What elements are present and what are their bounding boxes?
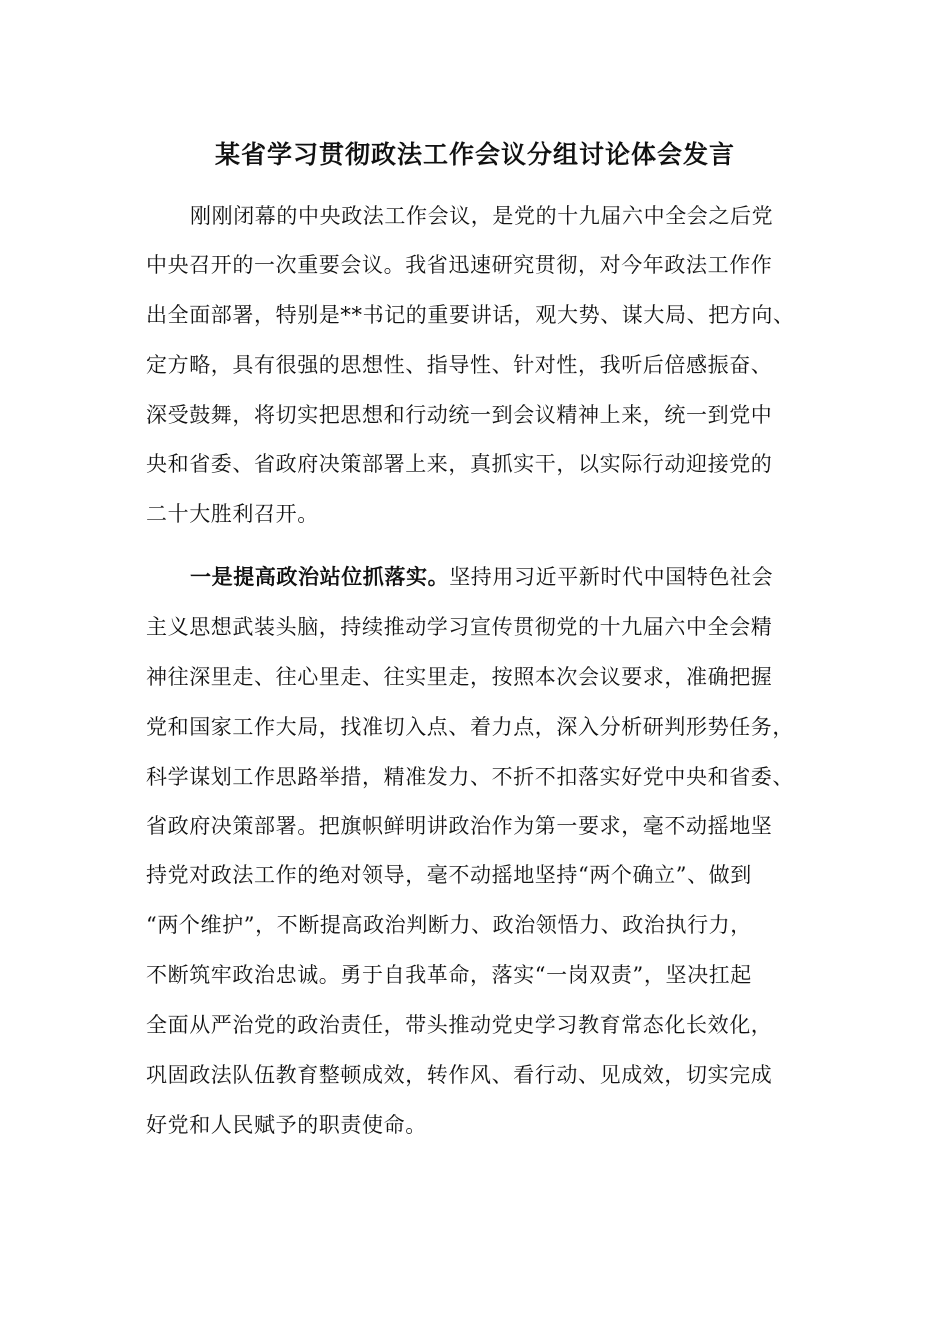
paragraph-1-line-7: 二十大胜利召开。 (146, 502, 319, 526)
paragraph-2-lead: 一是提高政治站位抓落实。 (190, 564, 450, 589)
paragraph-2-line-11: 巩固政法队伍教育整顿成效，转作风、看行动、见成效，切实完成 (146, 1063, 773, 1087)
document-title: 某省学习贯彻政法工作会议分组讨论体会发言 (214, 140, 735, 169)
paragraph-1-line-3: 出全面部署，特别是**书记的重要讲话，观大势、谋大局、把方向、 (146, 303, 795, 327)
paragraph-2-line-2: 主义思想武装头脑，持续推动学习宣传贯彻党的十九届六中全会精 (146, 615, 773, 639)
paragraph-2-line-5: 科学谋划工作思路举措，精准发力、不折不扣落实好党中央和省委、 (146, 765, 794, 789)
paragraph-1-line-6: 央和省委、省政府决策部署上来，真抓实干，以实际行动迎接党的 (146, 452, 773, 476)
paragraph-2-line-7: 持党对政法工作的绝对领导，毫不动摇地坚持“两个确立”、做到 (146, 863, 752, 887)
paragraph-2-line-10: 全面从严治党的政治责任，带头推动党史学习教育常态化长效化， (146, 1013, 773, 1037)
paragraph-2-line-3: 神往深里走、往心里走、往实里走，按照本次会议要求，准确把握 (146, 665, 773, 689)
paragraph-1-line-1: 刚刚闭幕的中央政法工作会议，是党的十九届六中全会之后党 (190, 204, 774, 228)
paragraph-2-line-12: 好党和人民赋予的职责使命。 (146, 1113, 427, 1137)
paragraph-2-first-rest: 坚持用习近平新时代中国特色社会 (449, 565, 774, 589)
paragraph-2-line-1 (190, 562, 773, 592)
paragraph-1-line-4: 定方略，具有很强的思想性、指导性、针对性，我听后倍感振奋、 (146, 353, 773, 377)
paragraph-2-line-9: 不断筑牢政治忠诚。勇于自我革命，落实“一岗双责”，坚决扛起 (146, 963, 752, 987)
paragraph-1-line-5: 深受鼓舞，将切实把思想和行动统一到会议精神上来，统一到党中 (146, 403, 773, 427)
paragraph-2-line-4: 党和国家工作大局，找准切入点、着力点，深入分析研判形势任务， (146, 715, 794, 739)
paragraph-1-line-2: 中央召开的一次重要会议。我省迅速研究贯彻，对今年政法工作作 (146, 253, 773, 277)
paragraph-2-line-8: “两个维护”，不断提高政治判断力、政治领悟力、政治执行力， (146, 913, 752, 937)
paragraph-2-line-6: 省政府决策部署。把旗帜鲜明讲政治作为第一要求，毫不动摇地坚 (146, 814, 773, 838)
